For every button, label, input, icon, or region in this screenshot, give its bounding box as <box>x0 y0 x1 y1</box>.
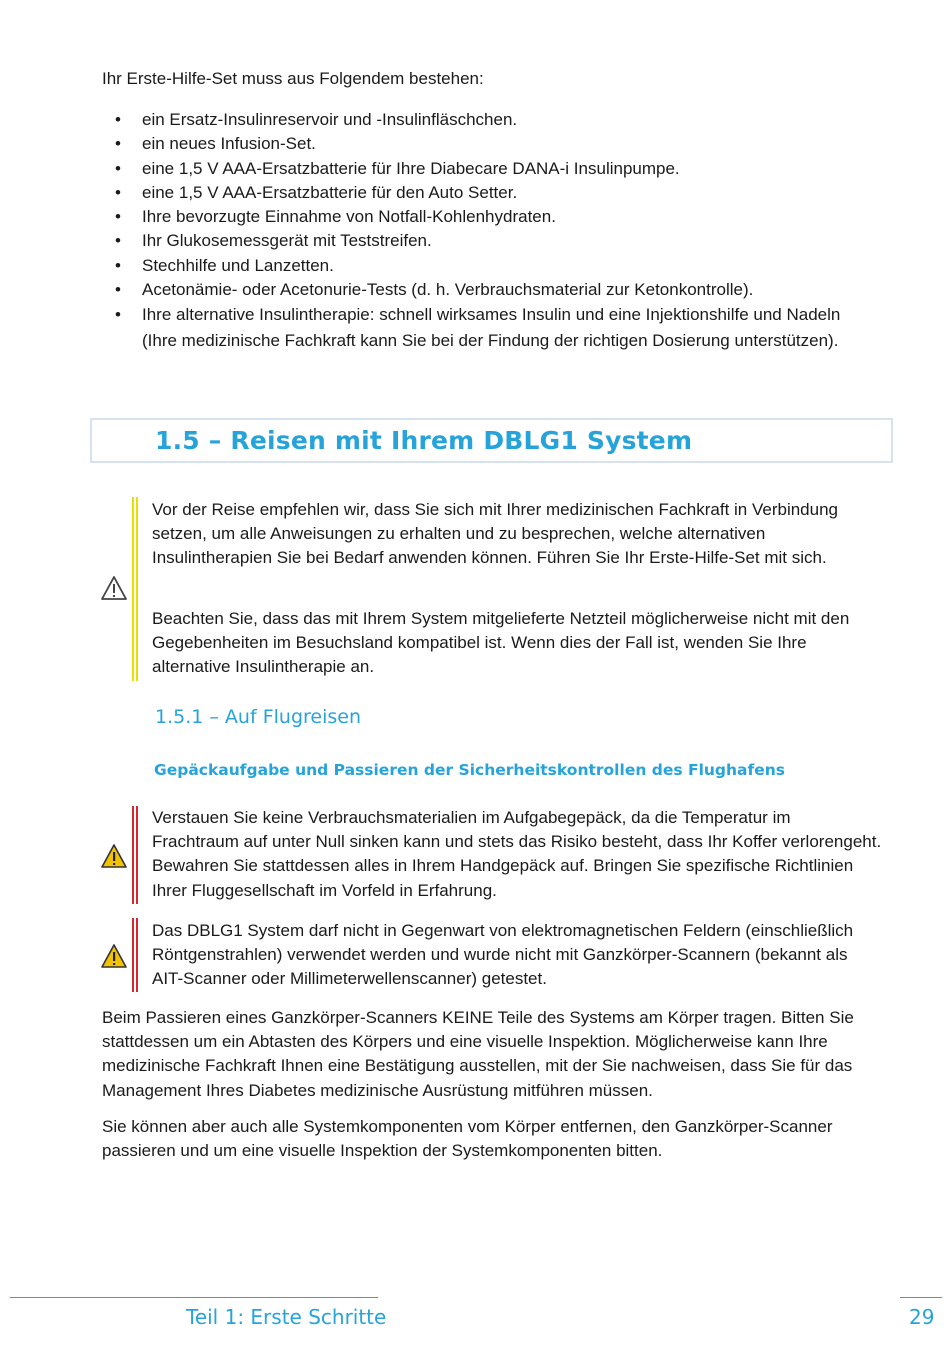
intro-text: Ihr Erste-Hilfe-Set muss aus Folgendem bestehen: <box>102 69 484 88</box>
warning-icon <box>100 943 128 969</box>
footer-rule-right <box>900 1297 942 1298</box>
list-item: • eine 1,5 V AAA-Ersatzbatterie für den Auto Setter. <box>115 182 518 202</box>
list-item: • Ihre bevorzugte Einnahme von Notfall-Kohlenhydraten. <box>115 207 556 227</box>
list-item: • Acetonämie- oder Acetonurie-Tests (d. h. Verbrauchsmaterial zur Ketonkontrolle). <box>115 280 754 300</box>
list-item: • Stechhilfe und Lanzetten. <box>115 255 334 275</box>
subsection-heading: Gepäckaufgabe und Passieren der Sicherheitskontrollen des Flughafens <box>154 761 786 779</box>
list-item: • Ihre alternative Insulintherapie: schnell wirksames Insulin und eine Injektionshilfe und Nadeln (Ihre medizinische Fachkraft kann Sie bei der Findung der richtigen Dosierung unterstützen). <box>115 305 841 351</box>
caution-icon <box>100 575 128 601</box>
body-paragraph: Beim Passieren eines Ganzkörper-Scanners KEINE Teile des Systems am Körper tragen. Bitten Sie stattdessen um ein Abtasten des Körpers und eine visuelle Inspektion. Möglicherweise kann Ihre medizinische Fachkraft Ihnen eine Bestätigung ausstellen, mit der Sie nachweisen, dass Sie für das Management Ihres Diabetes medizinische Ausrüstung mitführen müssen. <box>102 1008 854 1100</box>
warning-text: Das DBLG1 System darf nicht in Gegenwart von elektromagnetischen Feldern (einschließlich Röntgenstrahlen) verwendet werden und wurde nicht mit Ganzkörper-Scannern (bekannt als AIT-Scanner oder Millimeterwellenscanner) getestet. <box>152 921 854 989</box>
warning-bar <box>132 806 138 904</box>
page-number: 29 <box>909 1305 935 1329</box>
list-item: • ein Ersatz-Insulinreservoir und -Insulinfläschchen. <box>115 110 518 129</box>
warning-icon <box>100 843 128 869</box>
caution-paragraph: Beachten Sie, dass das mit Ihrem System mitgelieferte Netzteil möglicherweise nicht mit den Gegebenheiten im Besuchsland kompatibel ist. Wenn dies der Fall ist, wenden Sie Ihre alternative Insulintherapie an. <box>152 609 850 677</box>
warning-bar <box>132 918 138 992</box>
warning-block <box>96 806 896 904</box>
caution-block <box>96 497 896 681</box>
footer-chapter: Teil 1: Erste Schritte <box>186 1305 387 1329</box>
list-item: • ein neues Infusion-Set. <box>115 134 316 154</box>
warning-block <box>96 918 896 992</box>
list-item: • eine 1,5 V AAA-Ersatzbatterie für Ihre Diabecare DANA-i Insulinpumpe. <box>115 158 680 178</box>
section-title: 1.5 – Reisen mit Ihrem DBLG1 System <box>155 426 693 455</box>
subsection-title: 1.5.1 – Auf Flugreisen <box>155 706 361 728</box>
first-aid-list <box>102 108 862 354</box>
warning-text: Verstauen Sie keine Verbrauchsmaterialien im Aufgabegepäck, da die Temperatur im Frachtraum auf unter Null sinken kann und stets das Risiko besteht, dass Ihr Koffer verlorengeht. Bewahren Sie stattdessen alles in Ihrem Handgepäck auf. Bringen Sie spezifische Richtlinien Ihrer Fluggesellschaft im Vorfeld in Erfahrung. <box>152 808 882 900</box>
body-paragraph: Sie können aber auch alle Systemkomponenten vom Körper entfernen, den Ganzkörper-Scanner passieren und um eine visuelle Inspektion der Systemkomponenten bitten. <box>102 1117 833 1161</box>
caution-paragraph: Vor der Reise empfehlen wir, dass Sie sich mit Ihrer medizinischen Fachkraft in Verbindung setzen, um alle Anweisungen zu erhalten und zu besprechen, welche alternativen Insulintherapien Sie bei Bedarf anwenden können. Führen Sie Ihr Erste-Hilfe-Set mit sich. <box>152 500 838 568</box>
list-item: • Ihr Glukosemessgerät mit Teststreifen. <box>115 231 432 251</box>
caution-bar <box>132 497 138 681</box>
footer-rule-left <box>10 1297 378 1298</box>
